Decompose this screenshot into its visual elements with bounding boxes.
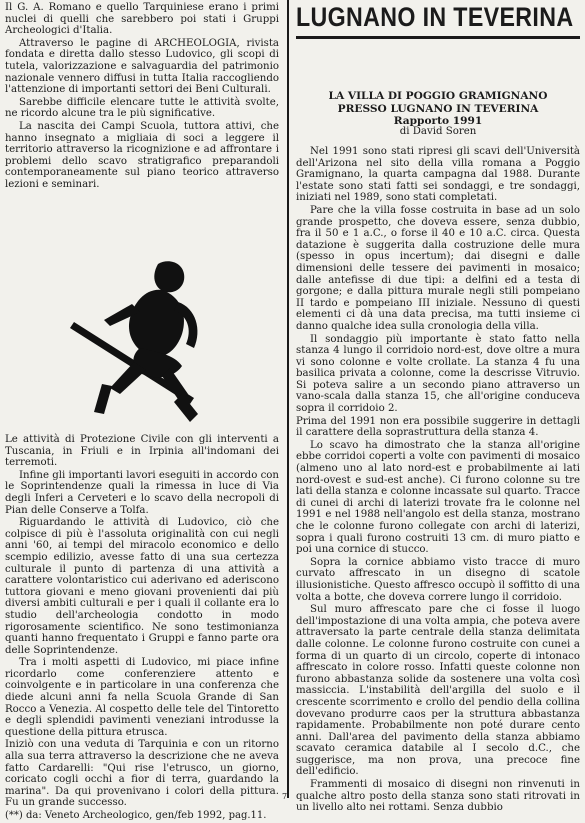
footnote: (**) da: Veneto Archeologico, gen/feb 1992, pag.11. [5, 810, 267, 821]
paragraph: Sul muro affrescato pare che ci fosse il luogo dell'impostazione di una volta ampia, che poteva avere attraversato la parte centrale della stanza delimitata dalle colonne. Le colonne furono costruite con cunei a forma di un quarto di un circolo, coperte di intonaco affrescato in colore rosso. Infatti queste colonne non furono abbastanza solide da sostenere una volta così massiccia. L'instabilità dell'argilla del suolo e il crescente scorrimento e crollo del pendio della collina dovevano produrre caos per la struttura abbastanza rapidamente. Probabilmente non poté durare cento anni. Dall'area del pavimento della stanza abbiamo scavato ceramica databile al I secolo d.C., che suggerisce, ma non prova, una precoce fine dell'edificio. [296, 604, 580, 778]
paragraph: Il sondaggio più importante è stato fatto nella stanza 4 lungo il corridoio nord-est, dove oltre a mura vi sono colonne e volte crollate. La stanza 4 fu una basilica privata a colonne, come la descrisse Vitruvio. Si poteva salire a un secondo piano attraverso un vano-scala dalla stanza 15, che all'origine conduceva sopra il corridoio 2. [296, 333, 580, 415]
paragraph: Pare che la villa fosse costruita in base ad un solo grande prospetto, che doveva essere, senza dubbio, fra il 50 e 1 a.C., o forse il 40 e 10 a.C. circa. Questa datazione è suggerita dalla costruzione delle mura (spesso in opus incertum); dai disegni e dalle dimensioni delle tessere dei pavimenti in mosaico; dalle antefisse di due tipi: a delfini ed a testa di gorgone; e dalla pittura murale negli stili pompeiano II tardo e pompeiano III iniziale. Nessuno di questi elementi ci dà una data precisa, ma tutti insieme ci danno qualche idea sulla cronologia della villa. [296, 204, 580, 332]
paragraph: La nascita dei Campi Scuola, tuttora attivi, che hanno insegnato a migliaia di soci a leggere il territorio attraverso la ricognizione e ad affrontare i problemi dello scavo stratigrafico preparandoli contemporaneamente sul piano teorico attraverso lezioni e seminari. [5, 120, 279, 190]
headline: LUGNANO IN TEVERINA [296, 2, 574, 32]
paragraph: Lo scavo ha dimostrato che la stanza all'origine ebbe corridoi coperti a volte con pavimenti di mosaico (almeno uno al lato nord-est e probabilmente ai lati nord-ovest e sud-est anche). Ci furono colonne su tre lati della stanza e colonne incassate sul quarto. Tracce di cunei di archi di laterizi trovate fra le colonne nel 1991 e nel 1988 nell'angolo est della stanza, mostrano che le colonne furono collegate con archi di laterizi, sopra i quali furono costruiti 13 cm. di muro piatto e poi una cornice di stucco. [296, 439, 580, 556]
page-number: 7 [282, 792, 288, 801]
paragraph: Sarebbe difficile elencare tutte le attività svolte, ne ricordo alcune tra le più significative. [5, 96, 279, 120]
paragraph: Frammenti di mosaico di disegni non rinvenuti in qualche altro posto della stanza sono stati ritrovati in un livello alto nei rottami. Senza dubbio [296, 779, 580, 814]
article-title [296, 90, 580, 128]
article-subtitle: Rapporto 1991 [393, 115, 483, 127]
paragraph: Attraverso le pagine di ARCHEOLOGIA, rivista fondata e diretta dallo stesso Ludovico, gli scopi di tutela, valorizzazione e salvaguardia del patrimonio nazionale vennero diffusi in tutta Italia raccogliendo l'attenzione di importanti settori dei Beni Culturali. [5, 37, 279, 96]
article-body [296, 146, 580, 815]
headline-rule [296, 36, 580, 39]
paragraph: Tra i molti aspetti di Ludovico, mi piace infine ricordarlo come conferenziere attento e coinvolgente e in particolare in una conferenza che diede alcuni anni fa nella Scuola Grande di San Rocco a Venezia. Al cospetto delle tele del Tintoretto e degli splendidi pavimenti veneziani introdusse la questione della pittura etrusca. [5, 657, 279, 738]
article-title-line: PRESSO LUGNANO IN TEVERINA [337, 102, 539, 115]
article-title-line: LA VILLA DI POGGIO GRAMIGNANO [328, 90, 548, 102]
paragraph: Sopra la cornice abbiamo visto tracce di muro curvato affrescato in un disegno di scatole illusionistiche. Questo affresco occupò il soffitto di una volta a botte, che doveva correre lungo il corridoio. [296, 556, 580, 603]
paragraph: Iniziò con una veduta di Tarquinia e con un ritorno alla sua terra attraverso la descrizione che ne aveva fatto Cardarelli: "Qui rise l'etrusco, un giorno, coricato cogli occhi a fior di terra, guardando la marina". Da qui provenivano i colori della pittura. Fu un grande successo. [5, 739, 279, 809]
warrior-silhouette-icon [70, 256, 220, 431]
byline: di David Soren [399, 126, 477, 137]
left-bottom-text [5, 434, 279, 823]
paragraph: Infine gli importanti lavori eseguiti in accordo con le Soprintendenze quali la rimessa in luce di Via degli Inferi a Cerveteri e lo scavo della necropoli di Pian delle Conserve a Tolfa. [5, 469, 279, 516]
paragraph: Riguardando le attività di Ludovico, ciò che colpisce di più è l'assoluta originalità con cui negli anni '60, ai tempi del miracolo economico e dello scempio edilizio, avesse fatto di una sua certezza culturale il punto di partenza di una attività a carattere volontaristico cui aderivano ed aderiscono tuttora giovani e meno giovani provenienti dai più diversi ambiti culturali e per i quali il collante era lo studio dell'archeologia condotto in modo rigorosamente scientifico. Ne sono testimonianza quanti hanno frequentato i Gruppi e fanno parte ora delle Soprintendenze. [5, 517, 279, 656]
paragraph: Le attività di Protezione Civile con gli interventi a Tuscania, in Friuli e in Irpinia all'indomani dei terremoti. [5, 434, 279, 469]
paragraph: Prima del 1991 non era possibile suggerire in dettagli il carattere della soprastruttura della stanza 4. [296, 415, 580, 439]
left-top-text [5, 2, 279, 192]
column-divider [287, 0, 289, 798]
paragraph: Nel 1991 sono stati ripresi gli scavi dell'Università dell'Arizona nel sito della villa romana a Poggio Gramignano, la quarta campagna dal 1988. Durante l'estate sono stati fatti sei sondaggi, e tre sondaggi, iniziati nel 1989, sono stati completati. [296, 146, 580, 204]
paragraph: Il G. A. Romano e quello Tarquiniese erano i primi nuclei di quelli che sarebbero poi stati i Gruppi Archeologici d'Italia. [5, 2, 279, 37]
